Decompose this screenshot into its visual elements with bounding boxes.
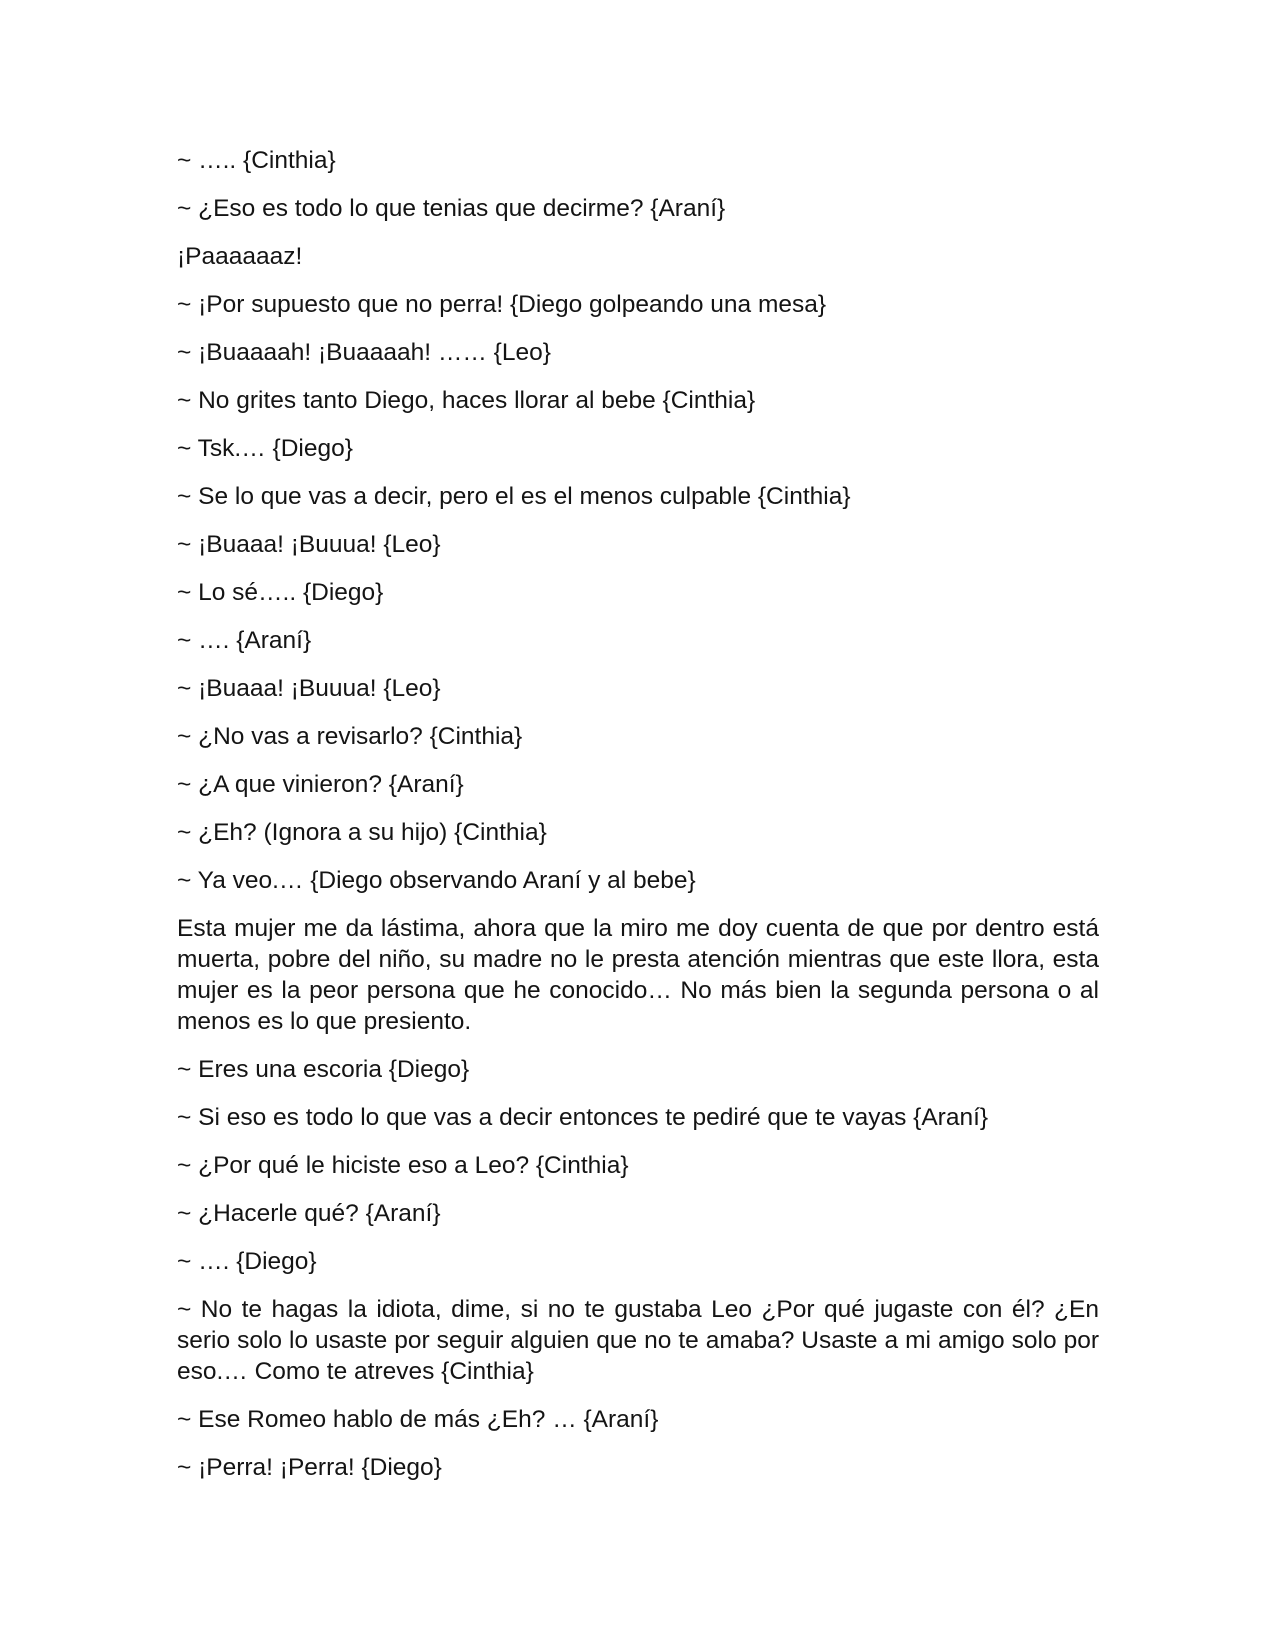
dialogue-line: ~ Lo sé….. {Diego} bbox=[177, 579, 384, 606]
dialogue-line: ~ ¿No vas a revisarlo? {Cinthia} bbox=[177, 723, 523, 750]
dialogue-line: ~ ¿Eh? (Ignora a su hijo) {Cinthia} bbox=[177, 819, 547, 846]
dialogue-line: ~ ¡Buaaaah! ¡Buaaaah! …… {Leo} bbox=[177, 339, 551, 366]
dialogue-line: ~ ¡Buaaa! ¡Buuua! {Leo} bbox=[177, 531, 441, 558]
narration-paragraph: Esta mujer me da lástima, ahora que la miro me doy cuenta de que por dentro está muerta, pobre del niño, su madre no le presta atención mientras que este llora, esta mujer es la peor persona que he conocido… No más bien la segunda persona o al menos es lo que presiento. bbox=[177, 915, 1099, 1035]
dialogue-line: ~ Se lo que vas a decir, pero el es el menos culpable {Cinthia} bbox=[177, 483, 851, 510]
dialogue-line: ~ Ese Romeo hablo de más ¿Eh? … {Araní} bbox=[177, 1406, 659, 1433]
dialogue-line: ~ Eres una escoria {Diego} bbox=[177, 1056, 470, 1083]
dialogue-line: ~ …. {Diego} bbox=[177, 1248, 317, 1275]
dialogue-line: ~ Tsk.… {Diego} bbox=[177, 435, 353, 462]
dialogue-line: ¡Paaaaaaz! bbox=[177, 243, 303, 270]
dialogue-line: ~ Si eso es todo lo que vas a decir entonces te pediré que te vayas {Araní} bbox=[177, 1104, 989, 1131]
dialogue-line: ~ ¡Buaaa! ¡Buuua! {Leo} bbox=[177, 675, 441, 702]
dialogue-line: ~ ¿Por qué le hiciste eso a Leo? {Cinthia} bbox=[177, 1152, 629, 1179]
dialogue-line: ~ …. {Araní} bbox=[177, 627, 312, 654]
dialogue-paragraph: ~ No te hagas la idiota, dime, si no te gustaba Leo ¿Por qué jugaste con él? ¿En serio solo lo usaste por seguir alguien que no te amaba? Usaste a mi amigo solo por eso.… Como te atreves {Cinthia} bbox=[177, 1296, 1099, 1385]
dialogue-line: ~ ¡Perra! ¡Perra! {Diego} bbox=[177, 1454, 442, 1481]
dialogue-line: ~ ¿Hacerle qué? {Araní} bbox=[177, 1200, 441, 1227]
dialogue-line: ~ ¡Por supuesto que no perra! {Diego golpeando una mesa} bbox=[177, 291, 827, 318]
dialogue-line: ~ ¿Eso es todo lo que tenias que decirme? {Araní} bbox=[177, 195, 726, 222]
dialogue-line: ~ No grites tanto Diego, haces llorar al bebe {Cinthia} bbox=[177, 387, 756, 414]
document-page bbox=[177, 145, 1099, 1500]
dialogue-line: ~ ¿A que vinieron? {Araní} bbox=[177, 771, 464, 798]
dialogue-line: ~ Ya veo.… {Diego observando Araní y al bebe} bbox=[177, 867, 696, 894]
dialogue-line: ~ ….. {Cinthia} bbox=[177, 147, 336, 174]
